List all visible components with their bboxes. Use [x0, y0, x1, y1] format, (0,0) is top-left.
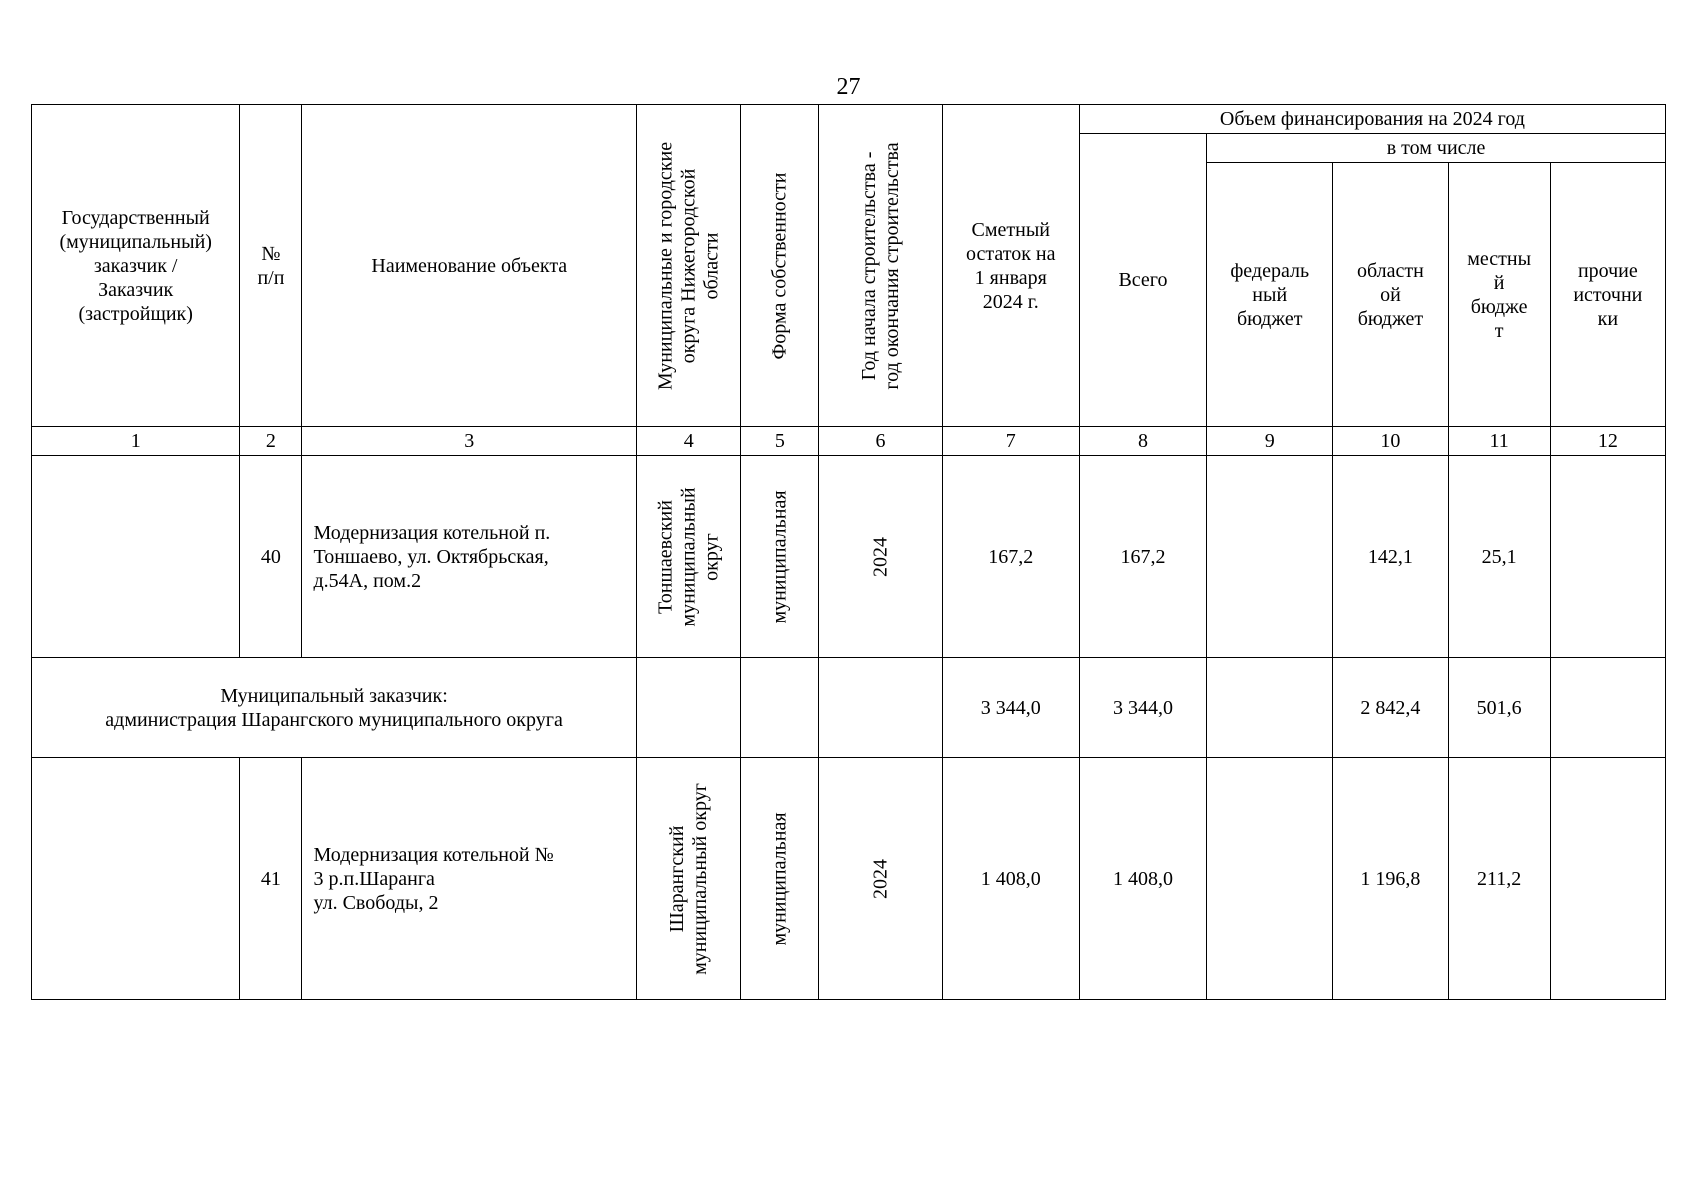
- subtotal-label: Муниципальный заказчик: администрация Шарангского муниципального округа: [32, 658, 637, 758]
- row-years: 2024: [819, 456, 942, 658]
- subtotal-empty-cell: [637, 658, 741, 758]
- header-customer: Государственный (муниципальный) заказчик / Заказчик (застройщик): [32, 105, 240, 427]
- subtotal-federal: [1207, 658, 1333, 758]
- row-balance: 167,2: [942, 456, 1079, 658]
- row-other: [1550, 758, 1665, 1000]
- column-number: 4: [637, 427, 741, 456]
- row-object-name: Модернизация котельной № 3 р.п.Шаранга ул. Свободы, 2: [302, 758, 637, 1000]
- subtotal-empty-cell: [741, 658, 819, 758]
- subtotal-total: 3 344,0: [1079, 658, 1206, 758]
- header-federal: федераль ный бюджет: [1207, 163, 1333, 427]
- header-other: прочие источни ки: [1550, 163, 1665, 427]
- header-years: Год начала строительства - год окончания строительства: [819, 105, 942, 427]
- subtotal-local: 501,6: [1448, 658, 1550, 758]
- row-years: 2024: [819, 758, 942, 1000]
- header-row-1: [32, 105, 1666, 134]
- header-regional: областн ой бюджет: [1333, 163, 1448, 427]
- subtotal-other: [1550, 658, 1665, 758]
- row-other: [1550, 456, 1665, 658]
- row-total: 167,2: [1079, 456, 1206, 658]
- row-ownership: муниципальная: [741, 456, 819, 658]
- column-number: 3: [302, 427, 637, 456]
- column-number: 2: [240, 427, 302, 456]
- row-regional: 142,1: [1333, 456, 1448, 658]
- header-number: № п/п: [240, 105, 302, 427]
- page-number: 27: [836, 74, 861, 100]
- row-district: Шарангский муниципальный округ: [637, 758, 741, 1000]
- column-number-row: [32, 427, 1666, 456]
- row-customer: [32, 456, 240, 658]
- header-total: Всего: [1079, 134, 1206, 427]
- subtotal-balance: 3 344,0: [942, 658, 1079, 758]
- column-number: 10: [1333, 427, 1448, 456]
- column-number: 9: [1207, 427, 1333, 456]
- column-number: 6: [819, 427, 942, 456]
- row-customer: [32, 758, 240, 1000]
- row-number: 40: [240, 456, 302, 658]
- header-including: в том числе: [1207, 134, 1666, 163]
- subtotal-row: [32, 658, 1666, 758]
- subtotal-empty-cell: [819, 658, 942, 758]
- header-balance: Сметный остаток на 1 января 2024 г.: [942, 105, 1079, 427]
- column-number: 8: [1079, 427, 1206, 456]
- column-number: 7: [942, 427, 1079, 456]
- table-row: [32, 758, 1666, 1000]
- column-number: 1: [32, 427, 240, 456]
- financing-table: [31, 104, 1666, 1000]
- row-regional: 1 196,8: [1333, 758, 1448, 1000]
- row-local: 211,2: [1448, 758, 1550, 1000]
- table-row: [32, 456, 1666, 658]
- row-district: Тоншаевский муниципальный округ: [637, 456, 741, 658]
- column-number: 11: [1448, 427, 1550, 456]
- row-federal: [1207, 456, 1333, 658]
- header-local: местны й бюдже т: [1448, 163, 1550, 427]
- row-federal: [1207, 758, 1333, 1000]
- column-number: 5: [741, 427, 819, 456]
- column-number: 12: [1550, 427, 1665, 456]
- row-total: 1 408,0: [1079, 758, 1206, 1000]
- subtotal-regional: 2 842,4: [1333, 658, 1448, 758]
- header-object-name: Наименование объекта: [302, 105, 637, 427]
- header-ownership: Форма собственности: [741, 105, 819, 427]
- row-balance: 1 408,0: [942, 758, 1079, 1000]
- row-object-name: Модернизация котельной п. Тоншаево, ул. Октябрьская, д.54А, пом.2: [302, 456, 637, 658]
- header-funding-title: Объем финансирования на 2024 год: [1079, 105, 1665, 134]
- row-number: 41: [240, 758, 302, 1000]
- row-ownership: муниципальная: [741, 758, 819, 1000]
- header-districts: Муниципальные и городские округа Нижегородской области: [637, 105, 741, 427]
- row-local: 25,1: [1448, 456, 1550, 658]
